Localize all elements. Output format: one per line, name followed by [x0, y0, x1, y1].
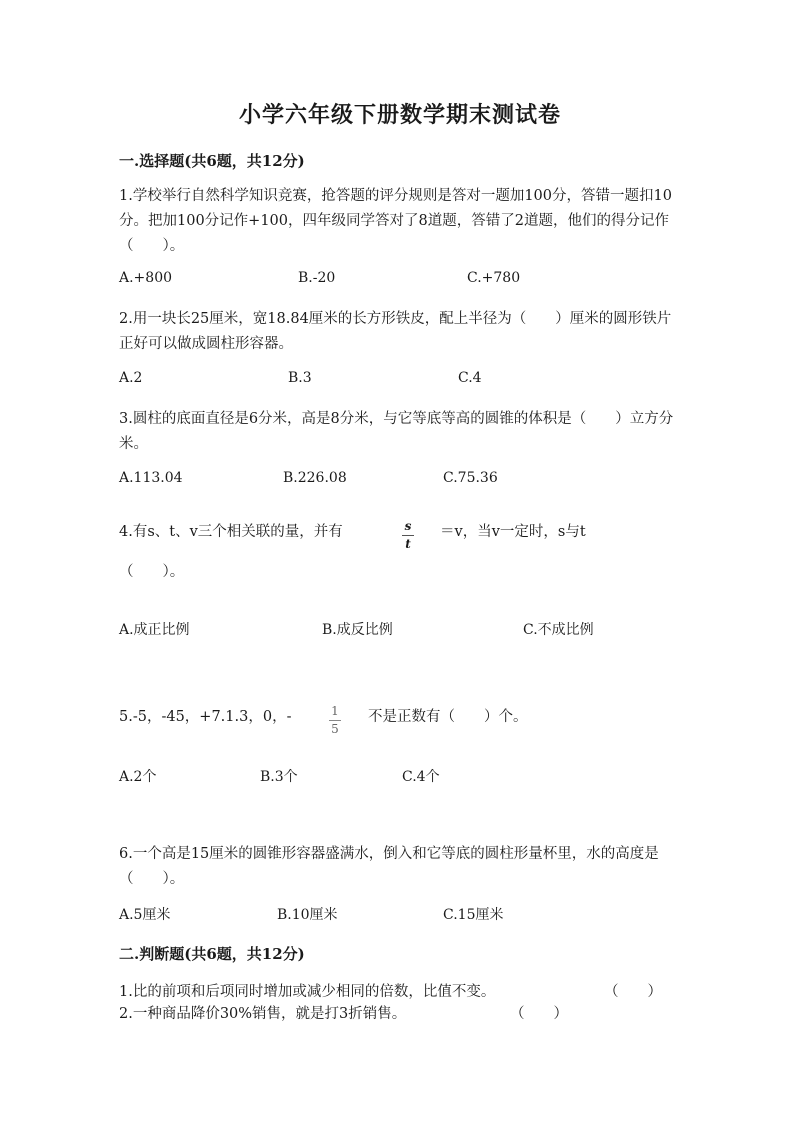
question-2-option-c: C.4 [458, 370, 482, 386]
question-3-option-c: C.75.36 [443, 470, 498, 486]
fraction-numerator: 1 [331, 704, 339, 718]
fraction-bar [329, 720, 341, 721]
question-1-option-b: B.-20 [298, 270, 336, 286]
question-5-option-a: A.2个 [119, 769, 157, 785]
question-2-option-a: A.2 [119, 370, 143, 386]
section-heading-true-false: 二.判断题(共6题，共12分) [119, 945, 305, 963]
question-5-option-b: B.3个 [260, 769, 298, 785]
question-3-stem: 3.圆柱的底面直径是6分米，高是8分米，与它等底等高的圆锥的体积是（ ）立方分米。 [119, 411, 674, 452]
question-6-stem: 6.一个高是15厘米的圆锥形容器盛满水，倒入和它等底的圆柱形量杯里，水的高度是（ ）。 [119, 846, 659, 887]
question-6-option-b: B.10厘米 [277, 907, 338, 923]
fraction-denominator: 5 [331, 722, 339, 736]
question-1-option-c: C.+780 [467, 270, 521, 286]
question-4-option-c: C.不成比例 [523, 622, 594, 638]
question-5-option-c: C.4个 [402, 769, 440, 785]
true-false-2-answer-blank: （ ） [510, 1006, 568, 1022]
fraction-denominator: t [405, 537, 411, 551]
question-4-option-b: B.成反比例 [322, 622, 393, 638]
question-4-stem-start: 4.有s、t、v三个相关联的量，并有 [119, 524, 343, 540]
true-false-1-answer-blank: （ ） [604, 984, 662, 1000]
question-2-option-b: B.3 [288, 370, 312, 386]
question-5-stem-start: 5.-5，-45，+7.1.3，0，- [119, 709, 292, 725]
question-6-option-c: C.15厘米 [443, 907, 504, 923]
fraction-numerator: s [404, 519, 412, 533]
page-title: 小学六年级下册数学期末测试卷 [238, 102, 561, 128]
true-false-1-stem: 1.比的前项和后项同时增加或减少相同的倍数，比值不变。 [119, 984, 496, 1000]
question-4-option-a: A.成正比例 [119, 622, 190, 638]
question-4-fraction [402, 519, 414, 552]
question-3-option-b: B.226.08 [283, 470, 347, 486]
question-1-option-a: A.+800 [119, 270, 173, 286]
question-4-stem-end: ＝v，当v一定时，s与t [440, 524, 586, 540]
question-1-stem: 1.学校举行自然科学知识竞赛，抢答题的评分规则是答对一题加100分，答错一题扣10分。把加100分记作+100，四年级同学答对了8道题，答错了2道题，他们的得分记作（ ）。 [119, 188, 672, 254]
section-heading-choice: 一.选择题(共6题，共12分) [119, 152, 305, 170]
question-5-fraction [329, 704, 341, 737]
question-3-option-a: A.113.04 [119, 470, 183, 486]
fraction-bar [402, 535, 414, 536]
question-2-stem: 2.用一块长25厘米，宽18.84厘米的长方形铁皮，配上半径为（ ）厘米的圆形铁片正好可以做成圆柱形容器。 [119, 311, 672, 352]
question-4-stem-line2: （ ）。 [119, 564, 185, 580]
true-false-2-stem: 2.一种商品降价30%销售，就是打3折销售。 [119, 1006, 407, 1022]
question-6-option-a: A.5厘米 [119, 907, 171, 923]
question-5-stem-end: 不是正数有（ ）个。 [368, 709, 528, 725]
